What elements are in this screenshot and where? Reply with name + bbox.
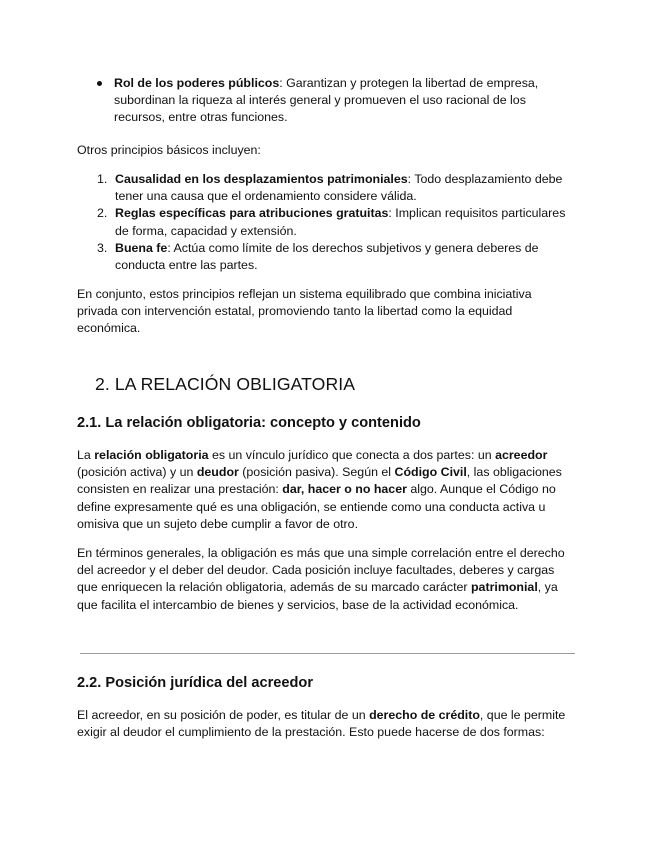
principle-term: Causalidad en los desplazamientos patrimoniales — [115, 172, 408, 186]
bullet-text: : Garantizan y protegen la libertad de empresa, subordinan la riqueza al interés general y promueven el uso racional de los recursos, entre otras funciones. — [114, 76, 539, 125]
body-paragraph: El acreedor, en su posición de poder, es titular de un derecho de crédito, que le permite exigir al deudor el cumplimiento de la prestación. Esto puede hacerse de dos formas: — [77, 708, 566, 740]
bullet-bold-term: Rol de los poderes públicos — [114, 76, 280, 90]
list-item — [95, 171, 575, 205]
principle-text: : Todo desplazamiento debe tener una causa que el ordenamiento considere válida. — [115, 172, 563, 204]
list-number: 2. — [97, 206, 108, 221]
principle-text: : Actúa como límite de los derechos subjetivos y genera deberes de conducta entre las partes. — [115, 240, 539, 273]
list-item — [95, 205, 575, 239]
principles-list — [95, 171, 575, 274]
body-paragraph: La relación obligatoria es un vínculo jurídico que conecta a dos partes: un acreedor (posición activa) y un deudor (posición pasiva). Según el Código Civil, las obligaciones consisten en realizar una prestación: dar, hacer o no hacer algo. Aunque el Código no define expresamente qué es una obligación, se entiende como una conducta activa u omisiva que un sujeto debe cumplir a favor de otro. — [77, 448, 562, 531]
bullet-list — [95, 75, 575, 127]
horizontal-divider — [80, 653, 575, 654]
intro-paragraph: Otros principios básicos incluyen: — [77, 143, 261, 157]
body-paragraph: En términos generales, la obligación es más que una simple correlación entre el derecho del acreedor y el deber del deudor. Cada posición incluye facultades, deberes y cargas que enriquecen la relación obligatoria, además de su marcado carácter patrimonial, ya que facilita el intercambio de bienes y servicios, base de la actividad económica. — [77, 546, 565, 612]
list-item — [95, 75, 575, 127]
subsection-title: 2.2. Posición jurídica del acreedor — [77, 675, 314, 691]
principle-text: : Implican requisitos particulares de forma, capacidad y extensión. — [115, 206, 566, 238]
subsection-title: 2.1. La relación obligatoria: concepto y contenido — [77, 415, 421, 431]
principle-term: Reglas específicas para atribuciones gratuitas — [115, 206, 389, 221]
list-item — [95, 240, 575, 274]
conclusion-paragraph: En conjunto, estos principios reflejan un sistema equilibrado que combina iniciativa privada con intervención estatal, promoviendo tanto la libertad como la equidad económica. — [77, 287, 532, 336]
principle-term: Buena fe — [115, 240, 168, 255]
section-title: 2. LA RELACIÓN OBLIGATORIA — [95, 374, 356, 394]
list-number: 3. — [97, 240, 108, 255]
list-number: 1. — [97, 172, 108, 186]
